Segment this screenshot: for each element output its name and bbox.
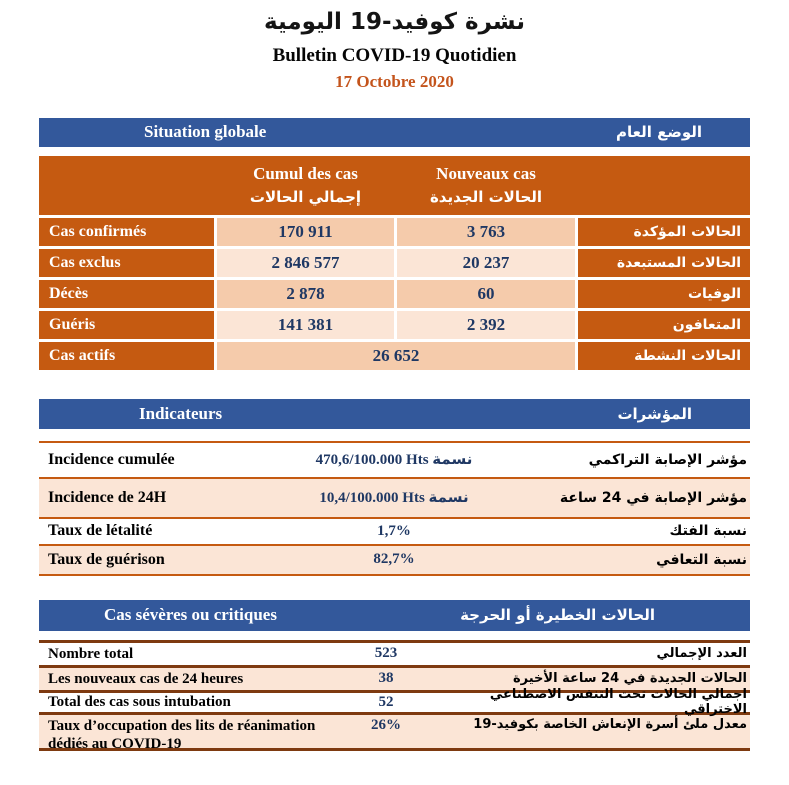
cumul-value: 141 381 (217, 311, 394, 339)
severe-value: 26% (371, 716, 401, 733)
nouveaux-value: 60 (397, 280, 575, 308)
indicator-value: 470,6/100.000 Hts نسمة (315, 452, 473, 469)
actifs-total-value: 26 652 (217, 342, 575, 370)
severe-label: Les nouveaux cas de 24 heures (48, 670, 244, 687)
severe-label-arabic: العدد الإجمالي (656, 646, 747, 662)
severe-label: Taux d’occupation des lits de réanimation dédiés au COVID-19 (48, 717, 316, 752)
section-header-cas-severes (39, 600, 750, 631)
severe-value: 523 (374, 645, 398, 662)
column-header-cumul-ar: إجمالي الحالات (249, 187, 362, 206)
severe-label: Total des cas sous intubation (48, 694, 231, 711)
severe-value: 52 (378, 693, 394, 710)
section-title-french: Indicateurs (139, 403, 223, 423)
severe-label-arabic: معدل ملئ أسرة الإنعاش الخاصة بكوفيد-19 (473, 716, 747, 732)
cumul-value: 2 878 (217, 280, 394, 308)
indicators-table (39, 441, 750, 576)
column-header-cumul-fr: Cumul des cas (253, 163, 358, 183)
section-header-situation-globale (39, 118, 750, 147)
column-header-nouveaux-ar: الحالات الجديدة (429, 187, 543, 206)
row-label-arabic: الحالات المؤكدة (578, 218, 750, 246)
indicator-label-arabic: نسبة الفتك (669, 523, 747, 540)
severe-row-intubation (39, 687, 750, 718)
column-header-nouveaux-fr: Nouveaux cas (436, 163, 536, 183)
row-label-arabic: الوفيات (578, 280, 750, 308)
row-label-arabic: المتعافون (578, 311, 750, 339)
row-label-cas-exclus: Cas exclus (39, 249, 214, 277)
severe-value: 38 (378, 670, 394, 687)
global-table-header-row (39, 156, 750, 215)
nouveaux-value: 20 237 (397, 249, 575, 277)
row-label-deces: Décès (39, 280, 214, 308)
section-title-arabic: المؤشرات (617, 404, 692, 423)
section-header-indicateurs (39, 399, 750, 429)
global-table-body (39, 218, 750, 370)
indicator-row-incidence-cumulee (39, 441, 750, 477)
indicator-row-letalite (39, 517, 750, 544)
row-label-cas-actifs: Cas actifs (39, 342, 214, 370)
global-situation-table (39, 156, 750, 370)
page-date: 17 Octobre 2020 (335, 71, 454, 91)
severe-label-arabic: اجمالي الحالات تحت التنفس الاصطناعي الاختراقي (489, 687, 747, 718)
column-header-nouveaux (397, 164, 575, 206)
section-title-french: Cas sévères ou critiques (104, 605, 277, 625)
section-title-french: Situation globale (144, 122, 267, 142)
nouveaux-value: 2 392 (397, 311, 575, 339)
column-header-cumul (217, 164, 394, 206)
row-label-arabic: الحالات النشطة (578, 342, 750, 370)
row-label-gueris: Guéris (39, 311, 214, 339)
indicator-row-guerison (39, 544, 750, 576)
indicator-label-arabic: نسبة التعافي (656, 551, 747, 568)
severe-row-nombre-total (39, 640, 750, 665)
indicator-value: 10,4/100.000 Hts نسمة (319, 490, 469, 507)
row-label-cas-confirmes: Cas confirmés (39, 218, 214, 246)
page-title-french: Bulletin COVID-19 Quotidien (272, 44, 517, 66)
section-title-arabic: الوضع العام (615, 123, 702, 142)
severe-cases-table (39, 640, 750, 751)
indicator-label: Incidence cumulée (48, 450, 175, 468)
indicator-label: Taux de guérison (48, 550, 165, 568)
section-title-arabic: الحالات الخطيرة أو الحرجة (460, 606, 655, 625)
indicator-label-arabic: مؤشر الإصابة في 24 ساعة (559, 489, 747, 506)
indicator-label-arabic: مؤشر الإصابة التراكمي (588, 451, 747, 468)
title-block (0, 0, 789, 93)
cumul-value: 170 911 (217, 218, 394, 246)
row-label-arabic: الحالات المستبعدة (578, 249, 750, 277)
severe-row-nouveaux-24h (39, 665, 750, 690)
page-title-arabic: نشرة كوفيد-19 اليومية (264, 9, 525, 35)
severe-label-arabic: الحالات الجديدة في 24 ساعة الأخيرة (512, 671, 747, 687)
indicator-label: Incidence de 24H (48, 488, 167, 506)
indicator-value: 82,7% (373, 551, 415, 568)
nouveaux-value: 3 763 (397, 218, 575, 246)
severe-label: Nombre total (48, 645, 134, 662)
cumul-value: 2 846 577 (217, 249, 394, 277)
indicator-row-incidence-24h (39, 477, 750, 517)
indicator-label: Taux de létalité (48, 522, 153, 540)
severe-row-occupation-lits (39, 712, 750, 752)
indicator-value: 1,7% (377, 522, 411, 539)
